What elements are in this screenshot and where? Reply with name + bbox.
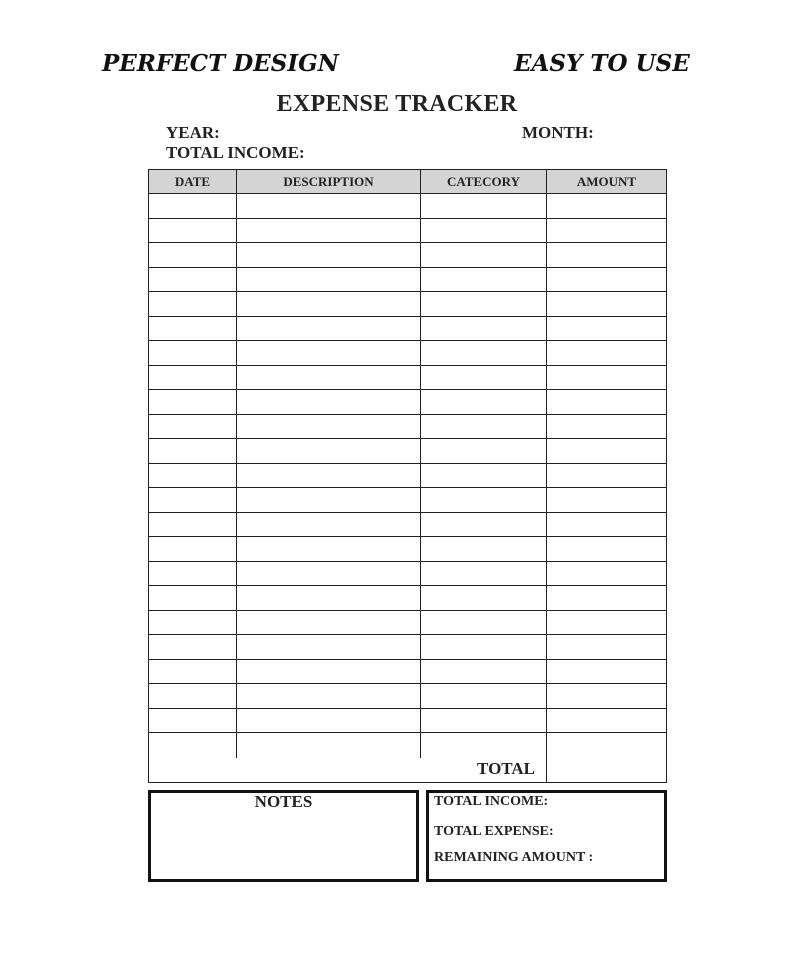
- amount-cell[interactable]: [547, 390, 666, 414]
- category-cell[interactable]: [421, 341, 547, 365]
- category-cell[interactable]: [421, 660, 547, 684]
- date-cell[interactable]: [149, 464, 237, 488]
- amount-cell[interactable]: [547, 733, 666, 758]
- description-cell[interactable]: [237, 586, 421, 610]
- table-row: [149, 709, 666, 734]
- table-row: [149, 611, 666, 636]
- summary-remaining-amount-label: REMAINING AMOUNT :: [434, 850, 594, 865]
- table-row: [149, 268, 666, 293]
- category-cell[interactable]: [421, 513, 547, 537]
- category-cell[interactable]: [421, 317, 547, 341]
- date-cell[interactable]: [149, 292, 237, 316]
- description-cell[interactable]: [237, 219, 421, 243]
- table-header-row: [149, 170, 666, 194]
- date-cell[interactable]: [149, 439, 237, 463]
- notes-box[interactable]: [148, 790, 419, 882]
- description-cell[interactable]: [237, 341, 421, 365]
- table-row: [149, 586, 666, 611]
- date-cell[interactable]: [149, 660, 237, 684]
- column-header-date: DATE: [149, 170, 237, 193]
- description-cell[interactable]: [237, 243, 421, 267]
- date-cell[interactable]: [149, 366, 237, 390]
- expense-table: [148, 169, 667, 783]
- description-cell[interactable]: [237, 684, 421, 708]
- category-cell[interactable]: [421, 611, 547, 635]
- table-row: [149, 390, 666, 415]
- column-header-description: DESCRIPTION: [237, 170, 421, 193]
- description-cell[interactable]: [237, 611, 421, 635]
- summary-total-income-label: TOTAL INCOME:: [434, 794, 549, 809]
- date-cell[interactable]: [149, 733, 237, 758]
- amount-cell[interactable]: [547, 415, 666, 439]
- category-cell[interactable]: [421, 537, 547, 561]
- summary-total-expense-label: TOTAL EXPENSE:: [434, 824, 554, 839]
- amount-cell[interactable]: [547, 194, 666, 218]
- amount-cell[interactable]: [547, 513, 666, 537]
- table-row: [149, 684, 666, 709]
- description-cell[interactable]: [237, 513, 421, 537]
- category-cell[interactable]: [421, 684, 547, 708]
- table-row: [149, 366, 666, 391]
- date-cell[interactable]: [149, 709, 237, 733]
- category-cell[interactable]: [421, 415, 547, 439]
- table-row: [149, 464, 666, 489]
- amount-cell[interactable]: [547, 488, 666, 512]
- date-cell[interactable]: [149, 243, 237, 267]
- description-cell[interactable]: [237, 733, 421, 758]
- date-cell[interactable]: [149, 684, 237, 708]
- date-cell[interactable]: [149, 635, 237, 659]
- description-cell[interactable]: [237, 292, 421, 316]
- category-cell[interactable]: [421, 488, 547, 512]
- table-total-row: [149, 758, 666, 783]
- amount-cell[interactable]: [547, 243, 666, 267]
- category-cell[interactable]: [421, 219, 547, 243]
- total-amount-cell[interactable]: [547, 758, 666, 783]
- year-label: YEAR:: [166, 123, 220, 142]
- column-header-amount: AMOUNT: [576, 173, 637, 189]
- date-cell[interactable]: [149, 611, 237, 635]
- table-row: [149, 562, 666, 587]
- category-cell[interactable]: [421, 292, 547, 316]
- amount-cell[interactable]: [547, 611, 666, 635]
- total-label: TOTAL: [149, 758, 547, 783]
- month-label: MONTH:: [522, 123, 594, 142]
- description-cell[interactable]: [237, 537, 421, 561]
- category-cell[interactable]: [421, 635, 547, 659]
- category-cell[interactable]: [421, 439, 547, 463]
- date-cell[interactable]: [149, 586, 237, 610]
- table-row: [149, 243, 666, 268]
- amount-cell[interactable]: [547, 439, 666, 463]
- description-cell[interactable]: [237, 660, 421, 684]
- description-cell[interactable]: [237, 635, 421, 659]
- description-cell[interactable]: [237, 709, 421, 733]
- amount-cell[interactable]: [547, 709, 666, 733]
- table-row: [149, 733, 666, 758]
- date-cell[interactable]: [149, 390, 237, 414]
- table-row: [149, 439, 666, 464]
- date-cell[interactable]: [149, 488, 237, 512]
- table-row: [149, 513, 666, 538]
- table-row: [149, 219, 666, 244]
- description-cell[interactable]: [237, 366, 421, 390]
- amount-cell[interactable]: [547, 464, 666, 488]
- amount-cell[interactable]: [547, 635, 666, 659]
- date-cell[interactable]: [149, 219, 237, 243]
- banner-easy-to-use: EASY TO USE: [514, 50, 690, 77]
- date-cell[interactable]: [149, 562, 237, 586]
- date-cell[interactable]: [149, 513, 237, 537]
- date-cell[interactable]: [149, 537, 237, 561]
- table-row: [149, 537, 666, 562]
- table-row: [149, 341, 666, 366]
- description-cell[interactable]: [237, 562, 421, 586]
- table-row: [149, 635, 666, 660]
- date-cell[interactable]: [149, 268, 237, 292]
- category-cell[interactable]: [421, 586, 547, 610]
- category-cell[interactable]: [421, 268, 547, 292]
- amount-cell[interactable]: [547, 268, 666, 292]
- description-cell[interactable]: [237, 415, 421, 439]
- description-cell[interactable]: [237, 268, 421, 292]
- summary-box: [426, 790, 667, 882]
- amount-cell[interactable]: [547, 341, 666, 365]
- category-cell[interactable]: [421, 366, 547, 390]
- total-income-label: TOTAL INCOME:: [166, 143, 305, 162]
- category-cell[interactable]: [421, 464, 547, 488]
- category-cell[interactable]: [421, 562, 547, 586]
- category-cell[interactable]: [421, 390, 547, 414]
- date-cell[interactable]: [149, 194, 237, 218]
- date-cell[interactable]: [149, 341, 237, 365]
- amount-cell[interactable]: [547, 562, 666, 586]
- description-cell[interactable]: [237, 317, 421, 341]
- description-cell[interactable]: [237, 488, 421, 512]
- date-cell[interactable]: [149, 415, 237, 439]
- description-cell[interactable]: [237, 439, 421, 463]
- category-cell[interactable]: [421, 194, 547, 218]
- amount-cell[interactable]: [547, 660, 666, 684]
- amount-cell[interactable]: [547, 292, 666, 316]
- banner-perfect-design: PERFECT DESIGN: [102, 50, 339, 77]
- description-cell[interactable]: [237, 194, 421, 218]
- category-cell[interactable]: [421, 709, 547, 733]
- amount-cell[interactable]: [547, 586, 666, 610]
- amount-cell[interactable]: [547, 684, 666, 708]
- amount-cell[interactable]: [547, 317, 666, 341]
- table-row: [149, 415, 666, 440]
- amount-cell[interactable]: [547, 219, 666, 243]
- table-row: [149, 194, 666, 219]
- description-cell[interactable]: [237, 390, 421, 414]
- amount-cell[interactable]: [547, 537, 666, 561]
- amount-cell[interactable]: [547, 366, 666, 390]
- column-header-category: CATECORY: [421, 170, 547, 193]
- category-cell[interactable]: [421, 243, 547, 267]
- table-row: [149, 317, 666, 342]
- description-cell[interactable]: [237, 464, 421, 488]
- page-title: EXPENSE TRACKER: [276, 91, 518, 117]
- table-row: [149, 488, 666, 513]
- table-row: [149, 292, 666, 317]
- date-cell[interactable]: [149, 317, 237, 341]
- notes-label: NOTES: [254, 792, 313, 811]
- category-cell[interactable]: [421, 733, 547, 758]
- table-row: [149, 660, 666, 685]
